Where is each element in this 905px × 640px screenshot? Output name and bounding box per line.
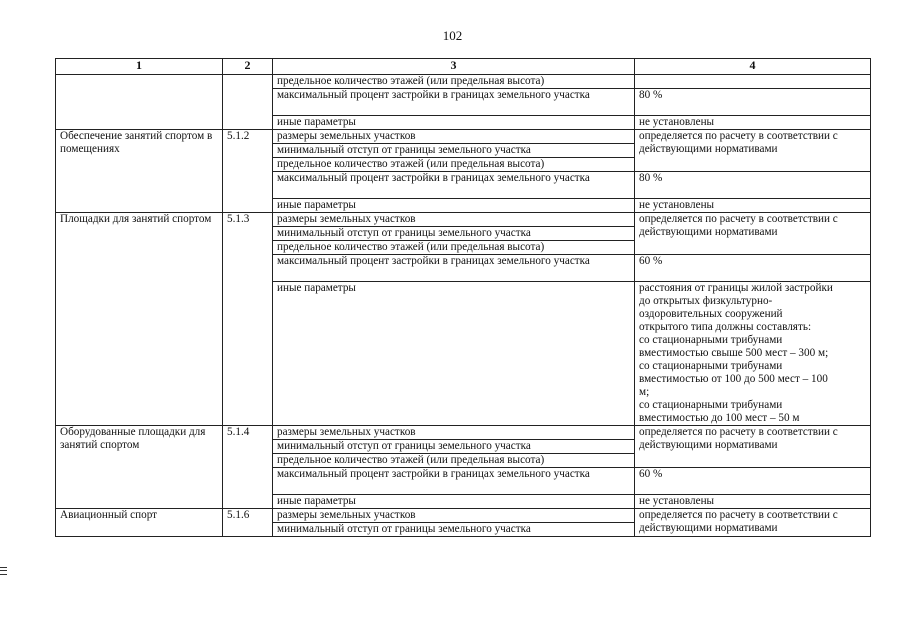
use-name-cell	[56, 75, 223, 130]
param-cell: размеры земельных участков	[273, 426, 635, 440]
value-cell: 60 %	[635, 468, 871, 495]
value-line: открытого типа должны составлять:	[639, 321, 812, 333]
table-row	[56, 213, 871, 227]
value-cell: не установлены	[635, 199, 871, 213]
param-cell: предельное количество этажей (или предельная высота)	[273, 454, 635, 468]
table-row	[56, 130, 871, 144]
value-cell-multiline	[635, 282, 871, 426]
param-cell: размеры земельных участков	[273, 509, 635, 523]
page-number: 102	[442, 28, 463, 43]
col-header-2: 2	[223, 59, 273, 75]
param-cell: размеры земельных участков	[273, 213, 635, 227]
value-cell: 60 %	[635, 255, 871, 282]
use-name-cell: Площадки для занятий спортом	[56, 213, 223, 426]
table-row	[56, 426, 871, 440]
value-line: вместимостью свыше 500 мест – 300 м;	[639, 347, 829, 359]
value-line: расстояния от границы жилой застройки	[639, 282, 833, 294]
margin-mark	[0, 567, 7, 575]
value-cell: 80 %	[635, 172, 871, 199]
value-cell: 80 %	[635, 89, 871, 116]
use-code-cell	[223, 75, 273, 130]
value-cell: не установлены	[635, 495, 871, 509]
param-cell: предельное количество этажей (или предельная высота)	[273, 158, 635, 172]
param-cell: минимальный отступ от границы земельного участка	[273, 144, 635, 158]
col-header-3: 3	[273, 59, 635, 75]
value-line: со стационарными трибунами	[639, 334, 783, 346]
value-line: со стационарными трибунами	[639, 360, 783, 372]
use-name-cell: Обеспечение занятий спортом в помещениях	[56, 130, 223, 213]
param-cell: минимальный отступ от границы земельного участка	[273, 440, 635, 454]
use-name-cell: Оборудованные площадки для занятий спортом	[56, 426, 223, 509]
value-line: вместимостью до 100 мест – 50 м	[639, 412, 800, 424]
value-cell: определяется по расчету в соответствии с действующими нормативами	[635, 130, 871, 172]
value-cell: определяется по расчету в соответствии с действующими нормативами	[635, 426, 871, 468]
param-cell: иные параметры	[273, 199, 635, 213]
param-cell: максимальный процент застройки в границах земельного участка	[273, 255, 635, 282]
param-cell: максимальный процент застройки в границах земельного участка	[273, 172, 635, 199]
param-cell: предельное количество этажей (или предельная высота)	[273, 75, 635, 89]
value-line: вместимостью от 100 до 500 мест – 100	[639, 373, 828, 385]
param-cell: иные параметры	[273, 116, 635, 130]
col-header-1: 1	[56, 59, 223, 75]
param-cell: минимальный отступ от границы земельного участка	[273, 227, 635, 241]
param-cell: предельное количество этажей (или предельная высота)	[273, 241, 635, 255]
use-code-cell: 5.1.4	[223, 426, 273, 509]
col-header-4: 4	[635, 59, 871, 75]
value-line: со стационарными трибунами	[639, 399, 783, 411]
param-cell: иные параметры	[273, 495, 635, 509]
value-cell: не установлены	[635, 116, 871, 130]
table-row	[56, 75, 871, 89]
param-cell: максимальный процент застройки в границах земельного участка	[273, 468, 635, 495]
use-code-cell: 5.1.6	[223, 509, 273, 537]
value-cell: определяется по расчету в соответствии с действующими нормативами	[635, 509, 871, 537]
use-code-cell: 5.1.3	[223, 213, 273, 426]
param-cell: максимальный процент застройки в границах земельного участка	[273, 89, 635, 116]
value-line: до открытых физкультурно-	[639, 295, 773, 307]
value-line: оздоровительных сооружений	[639, 308, 783, 320]
use-code-cell: 5.1.2	[223, 130, 273, 213]
table-row	[56, 509, 871, 523]
value-cell	[635, 75, 871, 89]
value-line: м;	[639, 386, 650, 398]
regulations-table	[55, 58, 871, 537]
value-cell: определяется по расчету в соответствии с действующими нормативами	[635, 213, 871, 255]
param-cell: минимальный отступ от границы земельного участка	[273, 523, 635, 537]
param-cell: иные параметры	[273, 282, 635, 426]
param-cell: размеры земельных участков	[273, 130, 635, 144]
use-name-cell: Авиационный спорт	[56, 509, 223, 537]
header-row	[56, 59, 871, 75]
